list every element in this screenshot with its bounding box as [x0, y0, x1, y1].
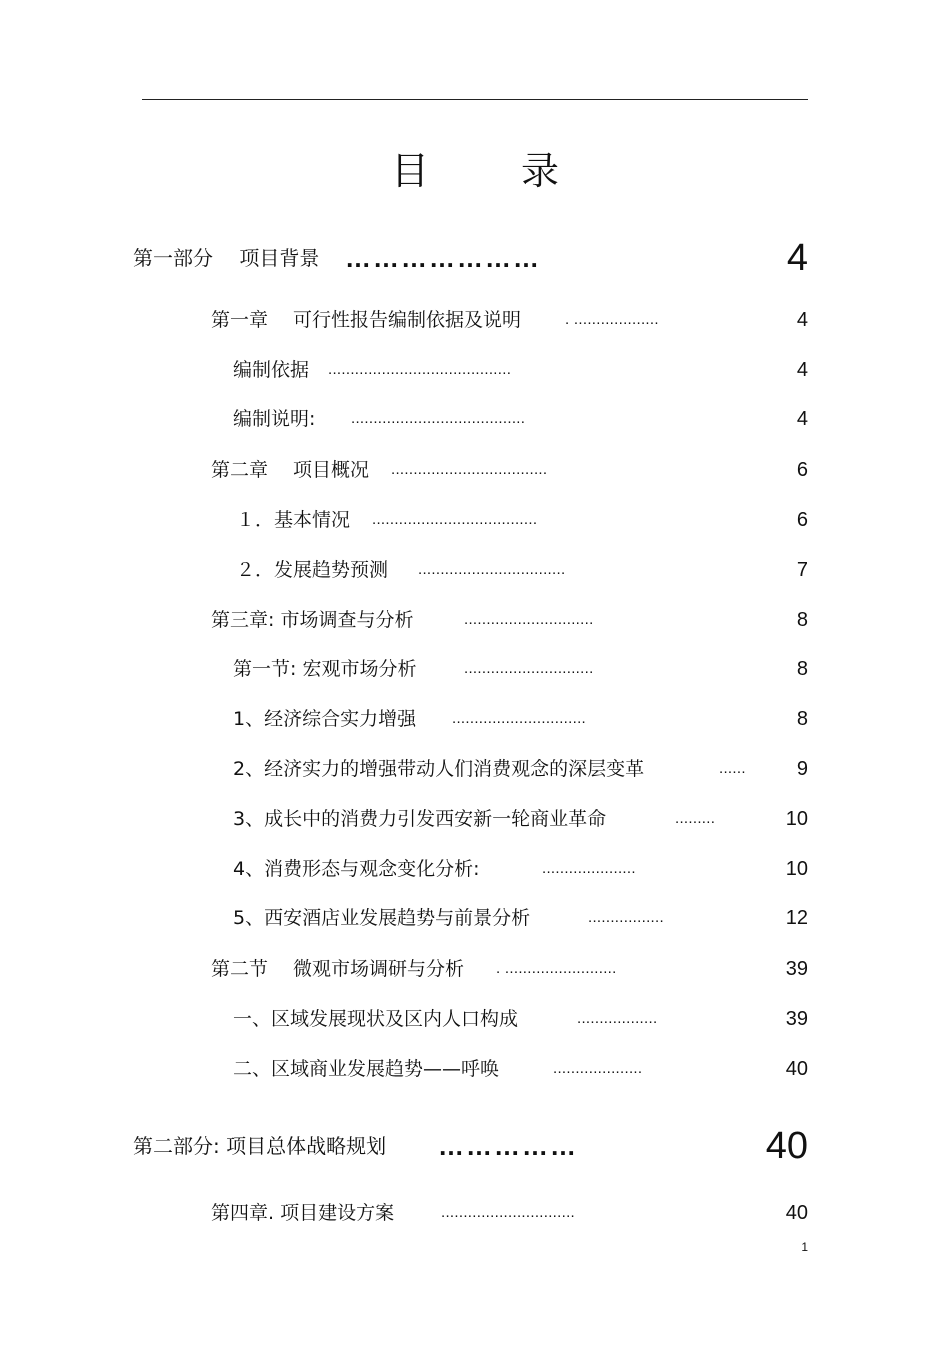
toc-entry-page: 8	[796, 708, 808, 730]
toc-entry-label: 一、区域发展现状及区内人口构成	[233, 1008, 519, 1030]
toc-entry-label: １．基本情况	[236, 509, 351, 531]
toc-entry[interactable]	[233, 352, 808, 388]
toc-entry[interactable]	[233, 401, 808, 437]
toc-entry-label: 第一章 可行性报告编制依据及说明	[211, 309, 522, 331]
toc-entry[interactable]	[233, 900, 808, 936]
toc-entry-page: 9	[796, 758, 808, 780]
toc-entry-page: 10	[785, 858, 808, 880]
toc-entry-page: 10	[785, 808, 808, 830]
toc-entry-page: 6	[796, 509, 808, 531]
toc-entry-label: 4、消费形态与观念变化分析:	[233, 858, 480, 880]
header-rule	[142, 99, 808, 100]
toc-entry-page: 12	[785, 907, 808, 929]
toc-entry-leader: .....................	[542, 860, 636, 877]
toc-entry-page: 4	[786, 237, 808, 279]
toc-entry-page: 7	[796, 559, 808, 581]
toc-entry[interactable]	[233, 751, 808, 787]
toc-entry-leader: ..................	[577, 1010, 658, 1027]
toc-entry-page: 40	[785, 1058, 808, 1080]
toc-entry-leader: …………………	[345, 243, 541, 273]
toc-entry[interactable]	[133, 236, 808, 280]
toc-entry[interactable]	[233, 801, 808, 837]
toc-entry[interactable]	[133, 1124, 808, 1168]
toc-entry-label: 二、区域商业发展趋势——呼唤	[233, 1058, 500, 1080]
toc-entry-page: 8	[796, 609, 808, 631]
toc-entry-leader: .............................	[464, 611, 594, 628]
toc-entry[interactable]	[211, 302, 808, 338]
toc-entry[interactable]	[211, 452, 808, 488]
toc-entry-leader: ……………	[438, 1131, 578, 1161]
toc-entry-label: 2、经济实力的增强带动人们消费观念的深层变革	[233, 758, 645, 780]
toc-entry-leader: . .........................	[496, 960, 617, 977]
toc-entry-page: 6	[796, 459, 808, 481]
toc-entry[interactable]	[236, 502, 808, 538]
toc-entry[interactable]	[211, 951, 808, 987]
toc-entry-leader: ..............................	[441, 1204, 576, 1221]
toc-entry-label: 编制说明:	[233, 408, 316, 430]
toc-entry-label: 第二章 项目概况	[211, 459, 370, 481]
toc-entry-leader: .......................................	[351, 410, 526, 427]
toc-entry-leader: ...................................	[391, 461, 548, 478]
page-title: 目 录	[390, 149, 600, 193]
toc-entry-page: 4	[796, 359, 808, 381]
toc-entry-leader: ....................	[553, 1060, 643, 1077]
toc-entry-page: 4	[796, 408, 808, 430]
toc-entry-label: 1、经济综合实力增强	[233, 708, 417, 730]
toc-entry-leader: ..............................	[452, 710, 587, 727]
toc-entry[interactable]	[233, 1001, 808, 1037]
toc-entry-label: 第二节 微观市场调研与分析	[211, 958, 465, 980]
toc-entry-leader: .............................	[464, 660, 594, 677]
toc-entry[interactable]	[233, 651, 808, 687]
toc-entry[interactable]	[233, 1051, 808, 1087]
toc-entry-page: 39	[785, 958, 808, 980]
toc-entry[interactable]	[233, 851, 808, 887]
toc-entry[interactable]	[211, 602, 808, 638]
toc-entry-page: 39	[785, 1008, 808, 1030]
page-number: 1	[801, 1240, 808, 1254]
toc-entry-label: 第四章. 项目建设方案	[211, 1202, 395, 1224]
toc-entry-leader: .................	[588, 909, 664, 926]
toc-entry-page: 40	[765, 1125, 808, 1167]
toc-entry-page: 8	[796, 658, 808, 680]
toc-entry-label: 3、成长中的消费力引发西安新一轮商业革命	[233, 808, 607, 830]
toc-entry-label: 第二部分: 项目总体战略规划	[133, 1134, 387, 1158]
toc-entry-label: 第三章: 市场调查与分析	[211, 609, 414, 631]
toc-entry-label: 第一节: 宏观市场分析	[233, 658, 417, 680]
toc-entry-leader: .........	[675, 810, 716, 827]
toc-entry-leader: .........................................	[328, 361, 512, 378]
toc-entry-label: 编制依据	[233, 359, 310, 381]
toc-entry-page: 40	[785, 1202, 808, 1224]
toc-entry-label: ２．发展趋势预测	[236, 559, 389, 581]
toc-entry-page: 4	[796, 309, 808, 331]
toc-entry[interactable]	[211, 1195, 808, 1231]
toc-entry[interactable]	[236, 552, 808, 588]
toc-entry[interactable]	[233, 701, 808, 737]
toc-entry-leader: .....................................	[372, 511, 538, 528]
toc-entry-label: 5、西安酒店业发展趋势与前景分析	[233, 907, 531, 929]
toc-entry-leader: . ...................	[565, 311, 659, 328]
toc-entry-label: 第一部分 项目背景	[133, 246, 320, 270]
toc-entry-leader: .................................	[418, 561, 566, 578]
toc-entry-leader: ......	[719, 760, 746, 777]
